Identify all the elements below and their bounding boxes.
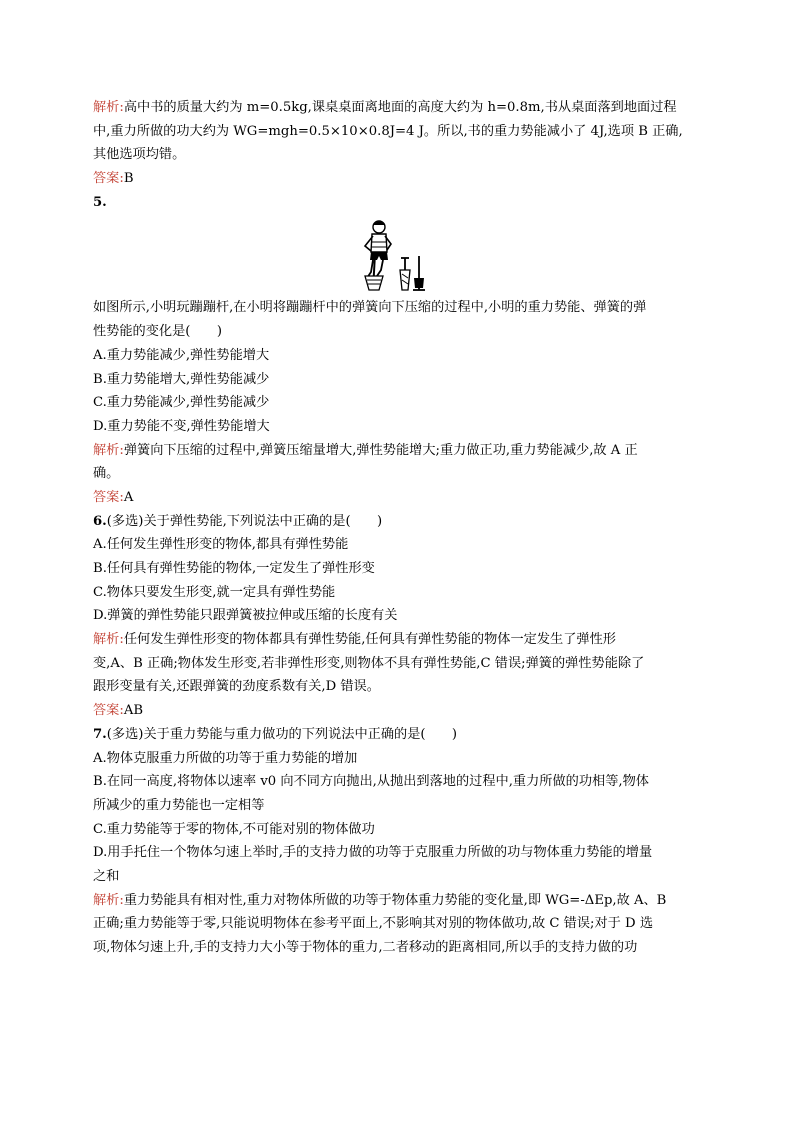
analysis-label: 解析:	[93, 892, 124, 908]
q5-option-a: A.重力势能减少,弹性势能增大	[93, 347, 270, 363]
q6-analysis-line-1: 解析:任何发生弹性形变的物体都具有弹性势能,任何具有弹性势能的物体一定发生了弹性形	[93, 632, 616, 648]
q7-option-line-6: 之和	[93, 868, 120, 884]
q7-analysis-line-2: 正确;重力势能等于零,只能说明物体在参考平面上,不影响其对别的物体做功,故 C 错误;对于 D 选	[93, 916, 654, 932]
analysis-label: 解析:	[93, 100, 124, 115]
answer-value: AB	[123, 703, 144, 719]
q6-option-a: A.任何发生弹性形变的物体,都具有弹性势能	[93, 537, 349, 553]
q6-answer	[93, 699, 703, 723]
answer-label: 答案:	[93, 703, 124, 719]
q7-option-line-1: A.物体克服重力所做的功等于重力势能的增加	[93, 750, 358, 766]
analysis-label: 解析:	[93, 442, 124, 458]
q7-option-line-5: D.用手托住一个物体匀速上举时,手的支持力做的功等于克服重力所做的功与物体重力势能的增量	[93, 845, 653, 861]
q5-option-c: C.重力势能减少,弹性势能减少	[93, 395, 270, 411]
q6-stem: 6.(多选)关于弹性势能,下列说法中正确的是( )	[93, 513, 383, 529]
q4-answer	[93, 167, 703, 191]
answer-label: 答案:	[93, 489, 124, 505]
answer-value: A	[123, 489, 134, 505]
q6-number: 6.	[93, 513, 107, 529]
q6-option-d: D.弹簧的弹性势能只跟弹簧被拉伸或压缩的长度有关	[93, 608, 398, 624]
q5-stem-line-1: 如图所示,小明玩蹦蹦杆,在小明将蹦蹦杆中的弹簧向下压缩的过程中,小明的重力势能、弹簧的弹	[93, 300, 647, 316]
q5-number: 5.	[93, 194, 107, 210]
analysis-label: 解析:	[93, 632, 124, 648]
q7-option-line-3: 所减少的重力势能也一定相等	[93, 797, 265, 813]
answer-label: 答案:	[93, 171, 124, 187]
q6-option-b: B.任何具有弹性势能的物体,一定发生了弹性形变	[93, 561, 375, 576]
q5-analysis-line-2: 确。	[93, 466, 120, 482]
q4-analysis-line-3: 其他选项均错。	[93, 147, 186, 163]
q4-analysis-line-2: 中,重力所做的功大约为 WG=mgh=0.5×10×0.8J=4 J。所以,书的重力势能减小了 4J,选项 B 正确,	[93, 123, 683, 139]
q6-analysis-line-2: 变,A、B 正确;物体发生形变,若非弹性形变,则物体不具有弹性势能,C 错误;弹簧的弹性势能除了	[93, 655, 645, 671]
q7-analysis-line-3: 项,物体匀速上升,手的支持力大小等于物体的重力,二者移动的距离相同,所以手的支持力做的功	[93, 940, 638, 955]
q5-option-b: B.重力势能增大,弹性势能减少	[93, 371, 270, 387]
q5-answer	[93, 486, 703, 510]
q7-option-line-4: C.重力势能等于零的物体,不可能对别的物体做功	[93, 821, 375, 837]
q7-option-line-2: B.在同一高度,将物体以速率 v0 向不同方向抛出,从抛出到落地的过程中,重力所做的功相等,物体	[93, 774, 649, 790]
q4-analysis-line-1: 解析:高中书的质量大约为 m=0.5kg,课桌桌面离地面的高度大约为 h=0.8m,书从桌面落到地面过程	[93, 100, 677, 115]
q5-analysis-line-1: 解析:弹簧向下压缩的过程中,弹簧压缩量增大,弹性势能增大;重力做正功,重力势能减少,故 A 正	[93, 442, 638, 458]
q5-figure	[93, 214, 703, 296]
q6-option-c: C.物体只要发生形变,就一定具有弹性势能	[93, 584, 336, 600]
q6-analysis-line-3: 跟形变量有关,还跟弹簧的劲度系数有关,D 错误。	[93, 679, 380, 695]
q7-analysis-line-1: 解析:重力势能具有相对性,重力对物体所做的功等于物体重力势能的变化量,即 WG=-ΔEp,故 A、B	[93, 892, 667, 908]
q7-number: 7.	[93, 726, 107, 742]
document-page	[93, 96, 703, 960]
q5-stem-line-2: 性势能的变化是( )	[93, 324, 222, 340]
answer-value: B	[123, 171, 134, 187]
q7-stem: 7.(多选)关于重力势能与重力做功的下列说法中正确的是( )	[93, 726, 458, 742]
pogo-stick-boy-icon	[357, 218, 437, 294]
q5-option-d: D.重力势能不变,弹性势能增大	[93, 418, 270, 434]
